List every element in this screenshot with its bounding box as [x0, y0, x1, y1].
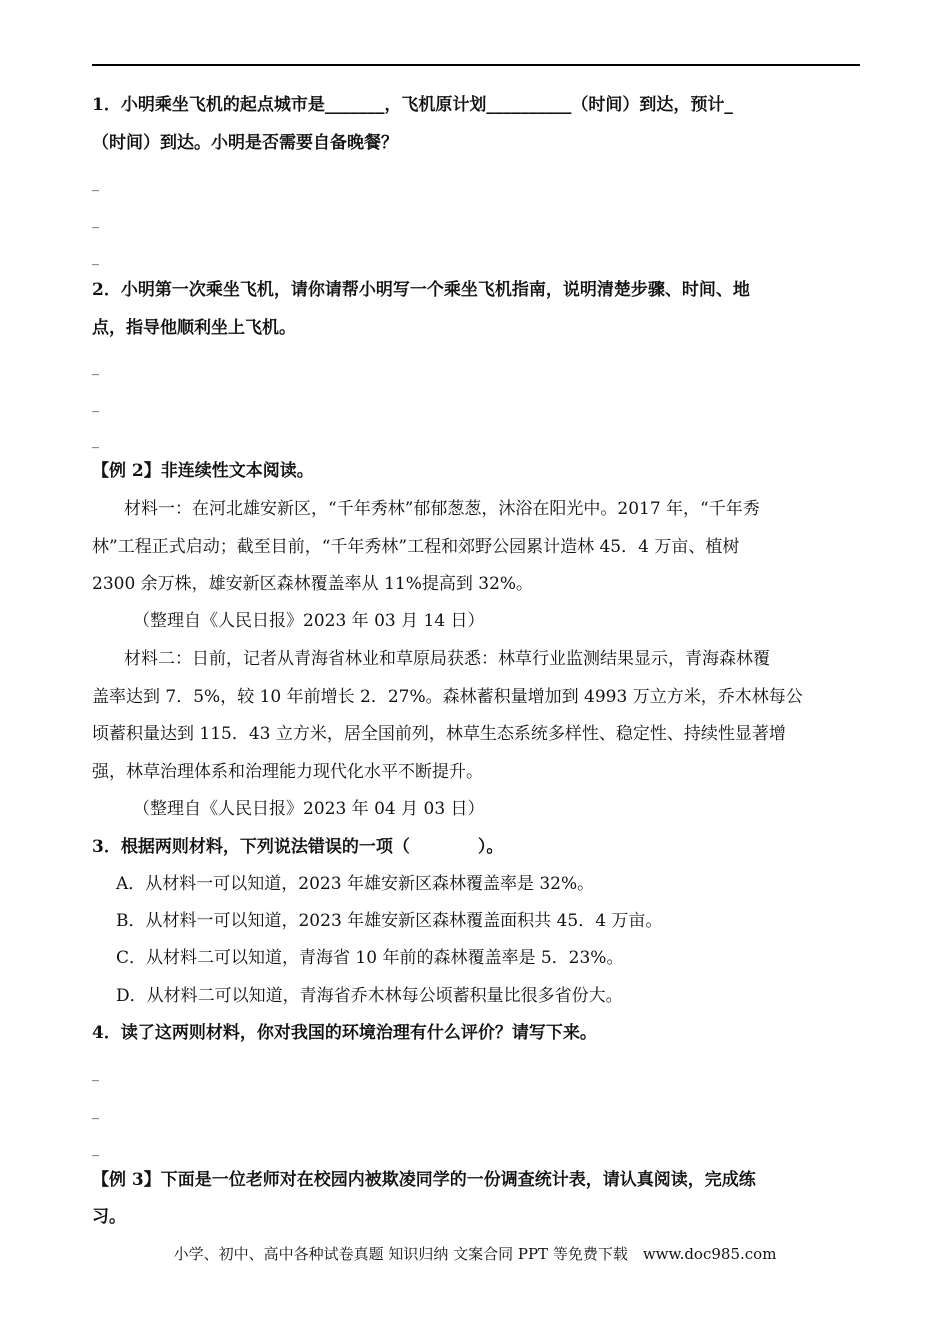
- material2-line-3: 顷蓄积量达到 115．43 立方米，居全国前列，林草生态系统多样性、稳定性、持续性显著增: [92, 724, 786, 744]
- q2-line-1: 2．小明第一次乘坐飞机，请你请帮小明写一个乘坐飞机指南，说明清楚步骤、时间、地: [92, 280, 750, 300]
- q3-option-d: D．从材料二可以知道，青海省乔木林每公顷蓄积量比很多省份大。: [116, 986, 623, 1006]
- answer-blank: _: [92, 176, 99, 192]
- example3-line-1: 【例 3】下面是一位老师对在校园内被欺凌同学的一份调查统计表，请认真阅读，完成练: [92, 1170, 756, 1190]
- answer-blank: _: [92, 397, 99, 413]
- answer-blank: _: [92, 433, 99, 449]
- material1-line-3: 2300 余万株，雄安新区森林覆盖率从 11%提高到 32%。: [92, 574, 534, 594]
- example2-title: 【例 2】非连续性文本阅读。: [92, 461, 314, 481]
- material1-line-1: 材料一：在河北雄安新区，“千年秀林”郁郁葱葱，沐浴在阳光中。2017 年，“千年秀: [124, 499, 760, 519]
- material2-line-1: 材料二：日前，记者从青海省林业和草原局获悉：林草行业监测结果显示，青海森林覆: [124, 649, 770, 669]
- q1-line-2: （时间）到达。小明是否需要自备晚餐？: [92, 133, 398, 153]
- top-rule: [92, 64, 860, 66]
- q3-option-a: A．从材料一可以知道，2023 年雄安新区森林覆盖率是 32%。: [116, 874, 595, 894]
- q3-stem: 3．根据两则材料，下列说法错误的一项（ ）。: [92, 837, 504, 857]
- answer-blank: _: [92, 1104, 99, 1120]
- footer-text: 小学、初中、高中各种试卷真题 知识归纳 文案合同 PPT 等免费下载 www.doc985.com: [173, 1245, 777, 1263]
- example3-line-2: 习。: [92, 1207, 126, 1227]
- q3-option-c: C．从材料二可以知道，青海省 10 年前的森林覆盖率是 5．23%。: [116, 948, 624, 968]
- material2-source: （整理自《人民日报》2023 年 04 月 03 日）: [133, 799, 485, 819]
- q1-line-1: 1．小明乘坐飞机的起点城市是_______，飞机原计划__________（时间）到达，预计_: [92, 95, 733, 115]
- answer-blank: _: [92, 1141, 99, 1157]
- material1-line-2: 林”工程正式启动；截至目前，“千年秀林”工程和郊野公园累计造林 45．4 万亩、植树: [92, 537, 740, 557]
- q2-line-2: 点，指导他顺利坐上飞机。: [92, 318, 296, 338]
- material1-source: （整理自《人民日报》2023 年 03 月 14 日）: [133, 611, 485, 631]
- answer-blank: _: [92, 1066, 99, 1082]
- material2-line-2: 盖率达到 7．5%，较 10 年前增长 2．27%。森林蓄积量增加到 4993 万立方米，乔木林每公: [92, 687, 803, 707]
- answer-blank: _: [92, 250, 99, 266]
- q3-option-b: B．从材料一可以知道，2023 年雄安新区森林覆盖面积共 45．4 万亩。: [116, 911, 663, 931]
- q4-stem: 4．读了这两则材料，你对我国的环境治理有什么评价？请写下来。: [92, 1023, 597, 1043]
- answer-blank: _: [92, 213, 99, 229]
- answer-blank: _: [92, 360, 99, 376]
- material2-line-4: 强，林草治理体系和治理能力现代化水平不断提升。: [92, 762, 483, 782]
